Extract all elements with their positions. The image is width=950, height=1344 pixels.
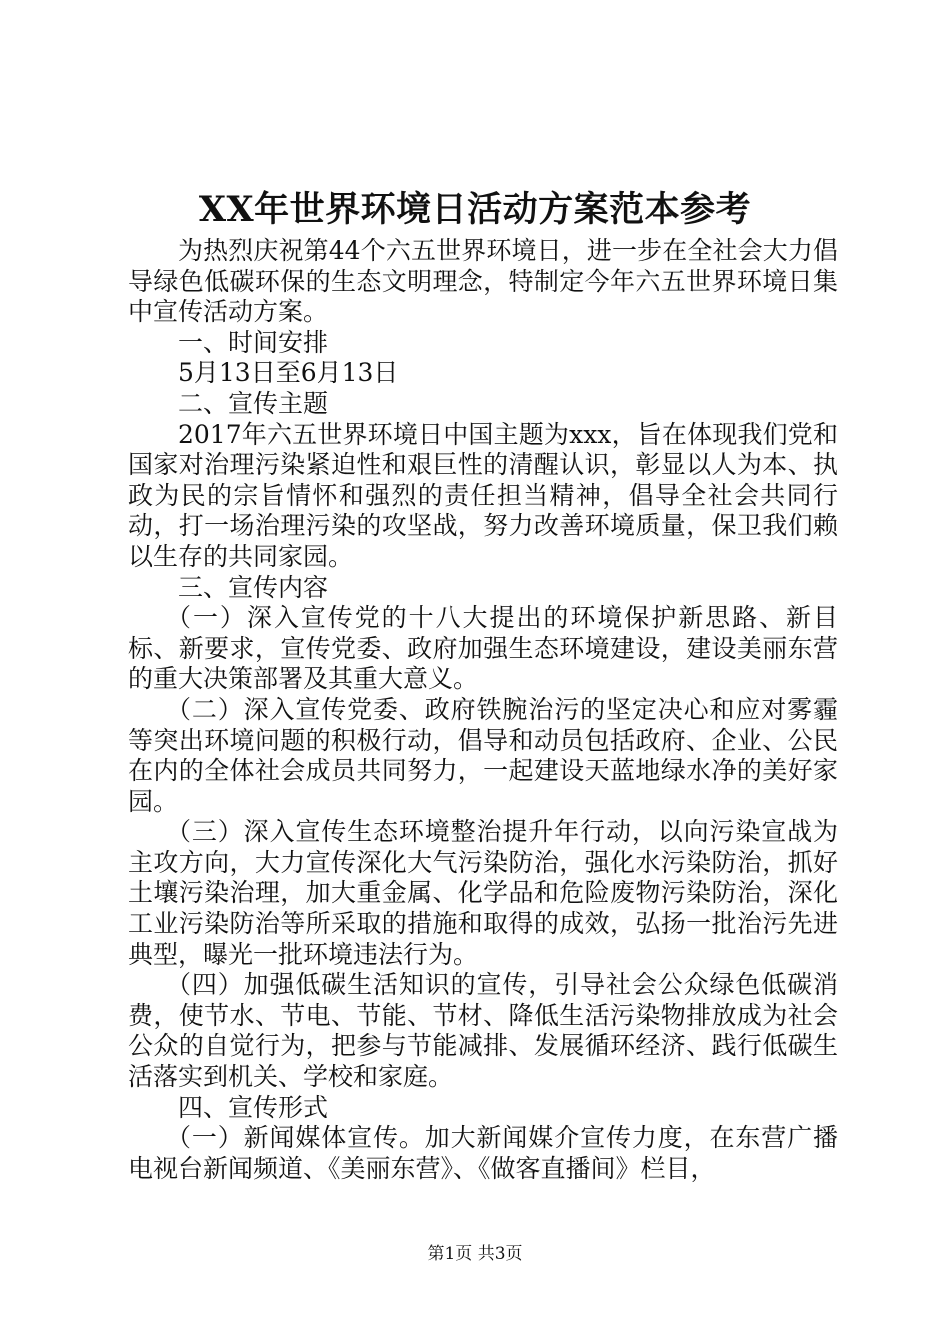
section-heading-content: 三、宣传内容 [178, 572, 329, 602]
document-body [128, 236, 838, 1184]
content-item-3: （三）深入宣传生态环境整治提升年行动，以向污染宣战为主攻方向，大力宣传深化大气污染防治，强化水污染防治，抓好土壤污染治理，加大重金属、化学品和危险废物污染防治，深化工业污染防治等所采取的措施和取得的成效，弘扬一批治污先进典型，曝光一批环境违法行为。 [128, 817, 838, 969]
content-item-2: （二）深入宣传党委、政府铁腕治污的坚定决心和应对雾霾等突出环境问题的积极行动，倡导和动员包括政府、企业、公民在内的全体社会成员共同努力，一起建设天蓝地绿水净的美好家园。 [128, 694, 838, 816]
theme-paragraph: 2017年六五世界环境日中国主题为xxx，旨在体现我们党和国家对治理污染紧迫性和艰巨性的清醒认识，彰显以人为本、执政为民的宗旨情怀和强烈的责任担当精神，倡导全社会共同行动，打一场治理污染的攻坚战，努力改善环境质量，保卫我们赖以生存的共同家园。 [128, 419, 838, 571]
format-item-1: （一）新闻媒体宣传。加大新闻媒介宣传力度，在东营广播电视台新闻频道、《美丽东营》、《做客直播间》栏目， [128, 1123, 838, 1183]
page-footer: 第1页 共3页 [427, 1244, 523, 1264]
document-title: XX年世界环境日活动方案范本参考 [198, 189, 752, 230]
intro-paragraph: 为热烈庆祝第44个六五世界环境日，进一步在全社会大力倡导绿色低碳环保的生态文明理念，特制定今年六五世界环境日集中宣传活动方案。 [128, 236, 838, 327]
section-heading-format: 四、宣传形式 [178, 1092, 329, 1122]
section-heading-theme: 二、宣传主题 [178, 388, 329, 418]
section-heading-schedule: 一、时间安排 [178, 327, 329, 357]
schedule-dates: 5月13日至6月13日 [178, 358, 399, 388]
content-item-4: （四）加强低碳生活知识的宣传，引导社会公众绿色低碳消费，使节水、节电、节能、节材、降低生活污染物排放成为社会公众的自觉行为，把参与节能减排、发展循环经济、践行低碳生活落实到机关、学校和家庭。 [128, 970, 838, 1092]
content-item-1: （一）深入宣传党的十八大提出的环境保护新思路、新目标、新要求，宣传党委、政府加强生态环境建设，建设美丽东营的重大决策部署及其重大意义。 [128, 603, 838, 694]
